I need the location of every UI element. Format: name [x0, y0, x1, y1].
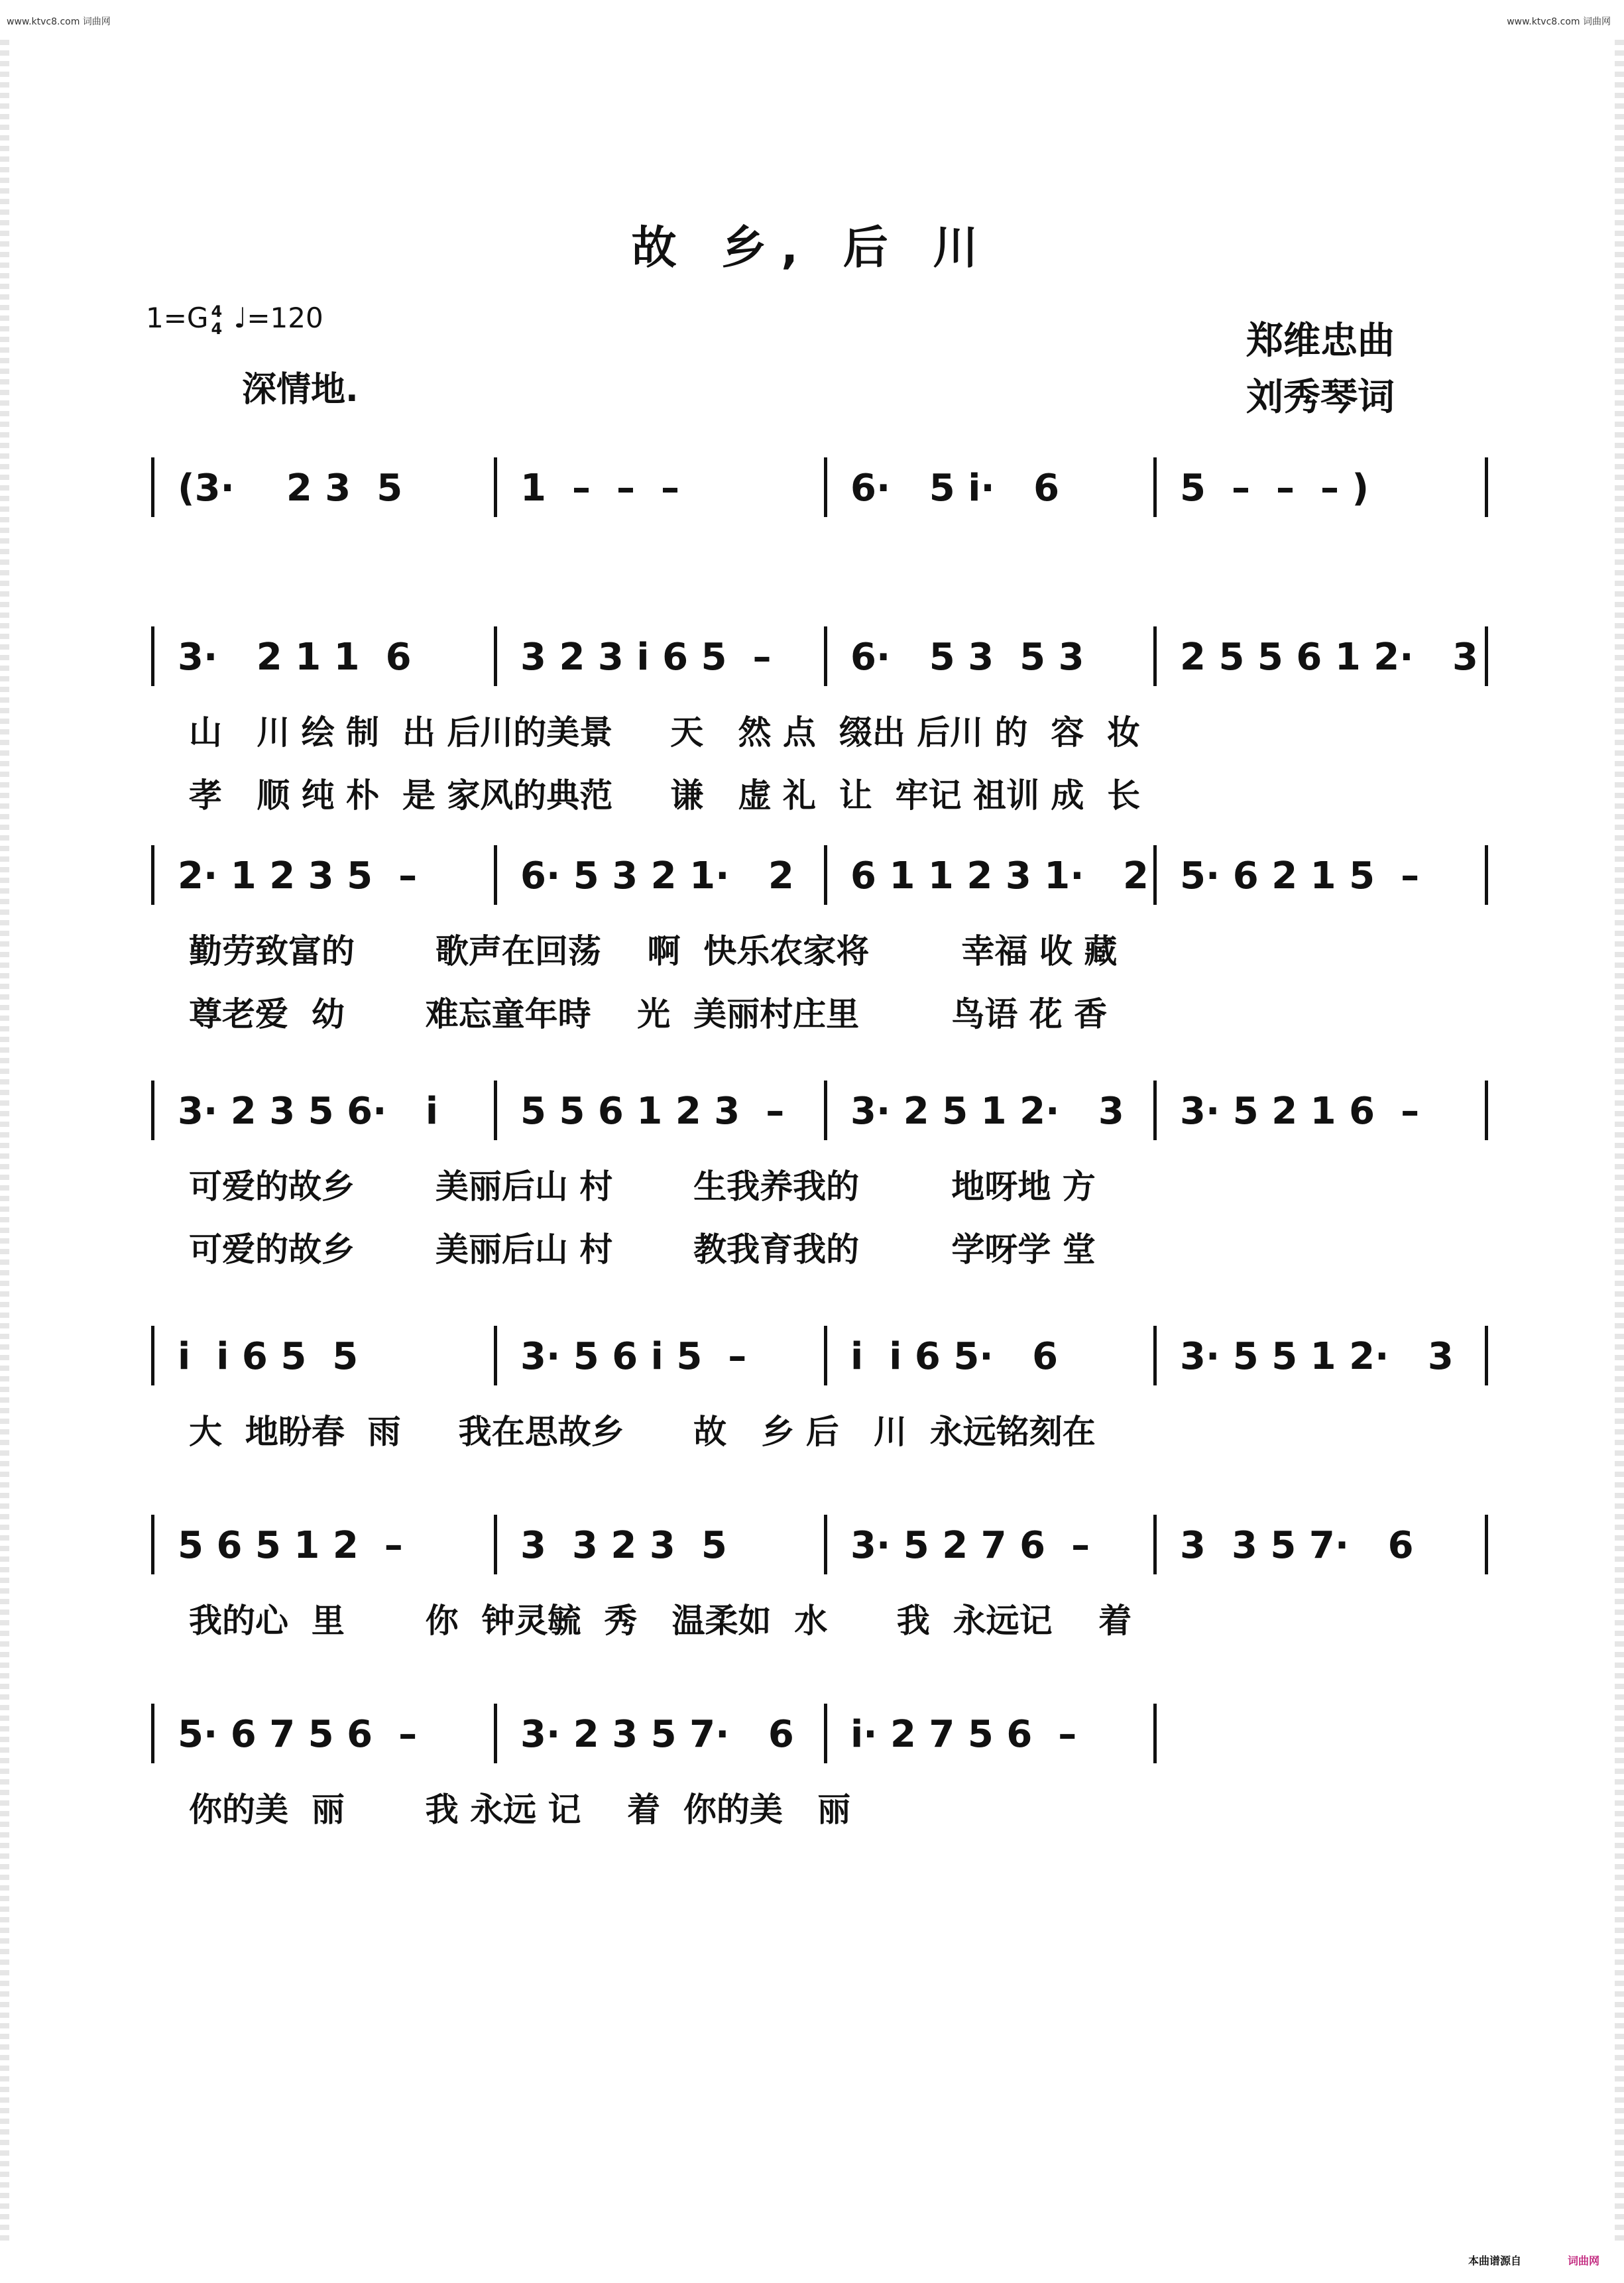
time-signature	[211, 303, 222, 337]
barline	[494, 1326, 497, 1385]
lyric-line-1: 你的美 丽 我 永远 记 着 你的美 丽	[189, 1790, 851, 1829]
footer-source: 本曲谱源自	[1468, 2254, 1522, 2267]
measure-notes: 3· 2 3 5 7· 6	[520, 1713, 794, 1756]
barline	[824, 1081, 827, 1140]
measure-notes: 6· 5 3 2 1· 2	[520, 854, 794, 898]
time-bottom: 4	[211, 319, 223, 338]
measure-notes: 3 2 3 i 6 5 –	[520, 636, 772, 679]
measure-notes: 2 5 5 6 1 2· 3	[1180, 636, 1478, 679]
measure-notes: 3 3 5 7· 6	[1180, 1524, 1414, 1567]
measure-notes: 6· 5 i· 6	[850, 467, 1060, 510]
tempo-mark: ♩=120	[233, 302, 323, 334]
barline	[151, 1326, 154, 1385]
measure-notes: 5 – – – )	[1180, 467, 1369, 510]
measure-notes: 3· 5 6 i 5 –	[520, 1335, 747, 1378]
measure-notes: 6 1 1 2 3 1· 2	[850, 854, 1149, 898]
measure-notes: 5· 6 7 5 6 –	[178, 1713, 418, 1756]
lyric-line-1: 山 川 绘 制 出 后川的美景 天 然 点 缀出 后川 的 容 妆	[189, 713, 1141, 752]
barline	[824, 845, 827, 905]
barline	[151, 1704, 154, 1763]
barline	[151, 457, 154, 517]
measure-notes: 3· 2 5 1 2· 3	[850, 1090, 1124, 1133]
lyric-line-2: 可爱的故乡 美丽后山 村 教我育我的 学呀学 堂	[189, 1230, 1096, 1269]
key-signature	[146, 302, 323, 337]
barline	[824, 626, 827, 686]
barline	[1153, 1081, 1157, 1140]
measure-notes: 3· 2 3 5 6· i	[178, 1090, 439, 1133]
measure-notes: 3· 5 5 1 2· 3	[1180, 1335, 1454, 1378]
barline	[494, 457, 497, 517]
barline	[151, 626, 154, 686]
measure-notes: 3· 5 2 7 6 –	[850, 1524, 1090, 1567]
composer-credit: 郑维忠曲	[1246, 320, 1395, 363]
barline	[494, 845, 497, 905]
measure-notes: i i 6 5· 6	[850, 1335, 1059, 1378]
barline	[824, 1515, 827, 1574]
barline	[151, 845, 154, 905]
lyric-line-1: 大 地盼春 雨 我在思故乡 故 乡 后 川 永远铭刻在	[189, 1413, 1096, 1451]
measure-notes: i· 2 7 5 6 –	[850, 1713, 1077, 1756]
measure-notes: 5· 6 2 1 5 –	[1180, 854, 1420, 898]
lyric-line-2: 尊老爱 幼 难忘童年時 光 美丽村庄里 鸟语 花 香	[189, 995, 1108, 1033]
lyric-line-1: 勤劳致富的 歌声在回荡 啊 快乐农家将 幸福 收 藏	[189, 932, 1118, 970]
header-watermark-left: www.ktvc8.com 词曲网	[7, 17, 111, 27]
footer-site: 词曲网	[1568, 2254, 1600, 2267]
barline	[1485, 457, 1488, 517]
header-watermark-right: www.ktvc8.com 词曲网	[1507, 17, 1611, 27]
expression-mark: 深情地.	[242, 370, 359, 410]
song-title: 故 乡, 后 川	[631, 222, 993, 274]
barline	[1153, 1326, 1157, 1385]
measure-notes: 3· 2 1 1 6	[178, 636, 412, 679]
barline	[1485, 1081, 1488, 1140]
measure-notes: 6· 5 3 5 3	[850, 636, 1084, 679]
barline	[494, 1704, 497, 1763]
barline	[1153, 626, 1157, 686]
left-edge-pattern	[0, 40, 9, 2243]
time-top: 4	[211, 302, 223, 321]
measure-notes: 3 3 2 3 5	[520, 1524, 727, 1567]
measure-notes: 2· 1 2 3 5 –	[178, 854, 418, 898]
barline	[824, 457, 827, 517]
barline	[824, 1704, 827, 1763]
lyric-line-2: 孝 顺 纯 朴 是 家风的典范 谦 虚 礼 让 牢记 祖训 成 长	[189, 776, 1141, 815]
barline	[151, 1081, 154, 1140]
measure-notes: 5 6 5 1 2 –	[178, 1524, 403, 1567]
measure-notes: 5 5 6 1 2 3 –	[520, 1090, 785, 1133]
measure-notes: 3· 5 2 1 6 –	[1180, 1090, 1420, 1133]
barline	[1153, 1515, 1157, 1574]
measure-notes: 1 – – –	[520, 467, 679, 510]
lyricist-credit: 刘秀琴词	[1246, 376, 1395, 419]
barline	[1485, 1326, 1488, 1385]
barline	[494, 626, 497, 686]
barline	[494, 1515, 497, 1574]
key-label: 1=G	[146, 302, 209, 334]
barline	[151, 1515, 154, 1574]
barline	[824, 1326, 827, 1385]
barline	[1485, 626, 1488, 686]
barline	[1153, 457, 1157, 517]
barline	[1485, 845, 1488, 905]
barline	[1153, 1704, 1157, 1763]
measure-notes: (3· 2 3 5	[178, 467, 403, 510]
lyric-line-1: 可爱的故乡 美丽后山 村 生我养我的 地呀地 方	[189, 1167, 1096, 1206]
barline	[1153, 845, 1157, 905]
barline	[494, 1081, 497, 1140]
measure-notes: i i 6 5 5	[178, 1335, 359, 1378]
barline	[1485, 1515, 1488, 1574]
lyric-line-1: 我的心 里 你 钟灵毓 秀 温柔如 水 我 永远记 着	[189, 1602, 1132, 1640]
right-edge-pattern	[1615, 40, 1624, 2243]
